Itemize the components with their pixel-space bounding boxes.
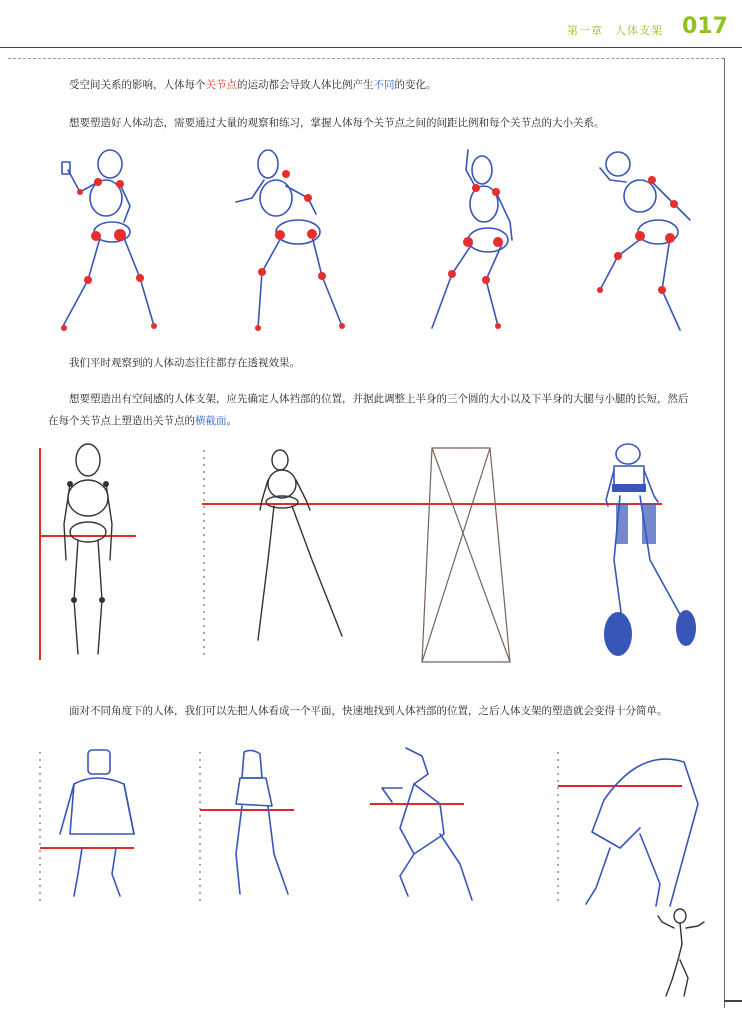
perspective-plane-box xyxy=(422,448,510,662)
corner-dancer-sketch xyxy=(654,904,720,1000)
paragraph-2: 想要塑造好人体动态，需要通过大量的观察和练习，掌握人体每个关节点之间的间距比例和每个关节点的大小关系。 xyxy=(69,117,605,129)
p4-highlight-cross-section: 横截面 xyxy=(195,415,227,427)
page-header xyxy=(0,0,742,48)
header-rule xyxy=(0,47,742,48)
paragraph-4 xyxy=(48,388,698,432)
plane-figure-3 xyxy=(370,748,472,900)
pose-figure-1 xyxy=(61,150,157,331)
frame-bottom-mark xyxy=(724,1000,742,1002)
figure-row-perspective xyxy=(30,440,720,670)
pose-figure-3 xyxy=(432,150,512,329)
frame-right-border xyxy=(724,58,725,1008)
frame-top-dashed xyxy=(8,58,724,59)
blue-armored-figure xyxy=(604,444,696,656)
chapter-title: 第一章 人体支架 xyxy=(567,24,663,37)
figure-row-dynamic-poses xyxy=(40,140,720,340)
plane-figure-2 xyxy=(200,750,294,906)
p4-text-a: 想要塑造出有空间感的人体支架，应先确定人体裆部的位置，并据此调整上半身的三个圆的大小以及下半身的大腿与小腿的长短，然后在每个关节点上塑造出关节点的 xyxy=(48,393,689,427)
front-skeleton-figure xyxy=(40,444,136,660)
p1-text-c: 的变化。 xyxy=(394,79,437,91)
p1-highlight-different: 不同 xyxy=(373,79,395,91)
p1-text-a: 受空间关系的影响，人体每个 xyxy=(69,79,206,91)
paragraph-5: 面对不同角度下的人体，我们可以先把人体看成一个平面，快速地找到人体裆部的位置，之后人体支架的塑造就会变得十分简单。 xyxy=(69,705,668,717)
plane-figure-1 xyxy=(40,750,134,906)
figure-row-plane-views xyxy=(30,744,710,914)
p1-text-b: 的运动都会导致人体比例产生 xyxy=(237,79,374,91)
p4-text-b: 。 xyxy=(226,415,237,427)
pose-figure-4 xyxy=(597,152,690,330)
paragraph-1 xyxy=(48,74,698,96)
p1-highlight-joints: 关节点 xyxy=(205,79,237,91)
perspective-sketch-figure xyxy=(202,450,662,660)
plane-figure-4 xyxy=(558,752,698,906)
pose-figure-2 xyxy=(236,150,345,331)
page-number: 017 xyxy=(682,14,728,39)
paragraph-3: 我们平时观察到的人体动态往往都存在透视效果。 xyxy=(69,357,300,369)
